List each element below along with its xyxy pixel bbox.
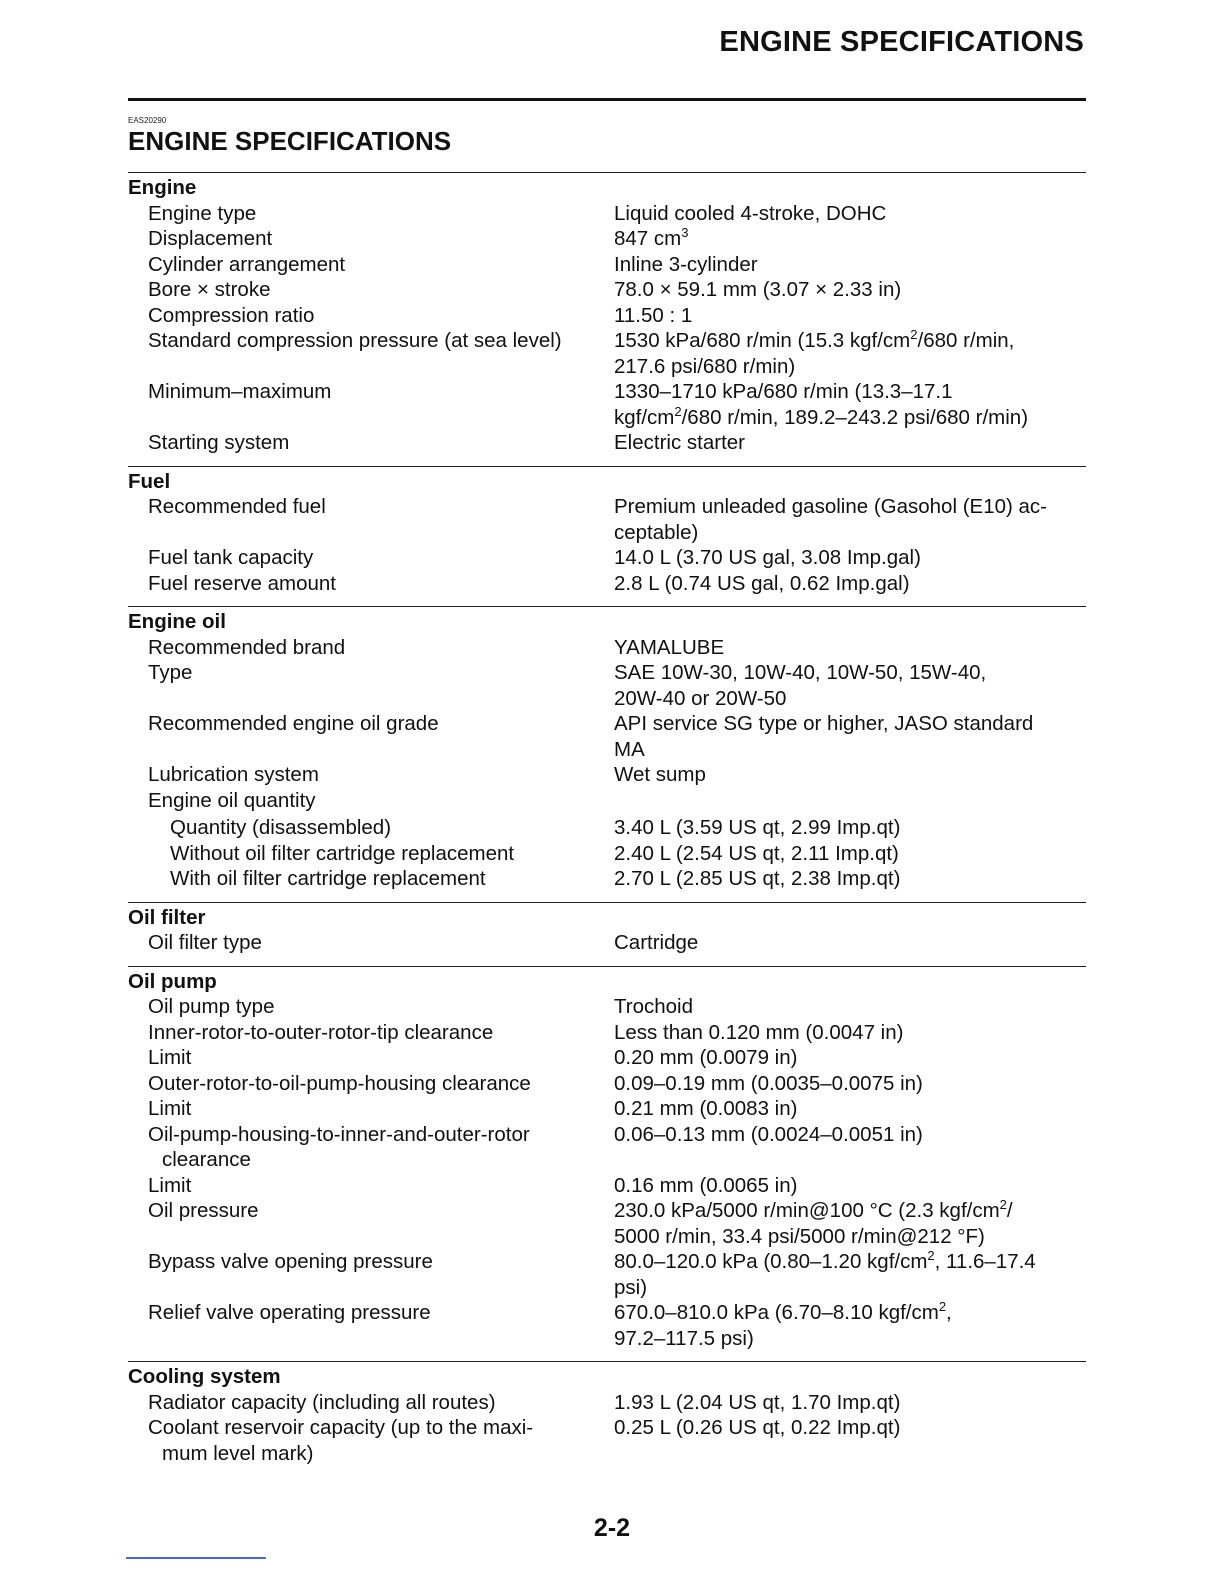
- page-number: 2-2: [593, 1514, 631, 1542]
- spec-row: [128, 226, 1086, 252]
- spec-label: Outer-rotor-to-oil-pump-housing clearance: [148, 1071, 531, 1095]
- spec-label: Quantity (disassembled): [170, 816, 392, 839]
- spec-value: 0.21 mm (0.0083 in): [614, 1097, 798, 1120]
- spec-row: [128, 1096, 1086, 1122]
- spec-row: [128, 1198, 1086, 1249]
- spec-row: [128, 711, 1086, 762]
- spec-row: [128, 1071, 1086, 1097]
- spec-value: YAMALUBE: [614, 635, 725, 659]
- spec-value: 1.93 L (2.04 US qt, 1.70 Imp.qt): [614, 1390, 901, 1414]
- spec-row: [128, 866, 1086, 892]
- spec-table: [128, 172, 1086, 1476]
- spec-row: [128, 1020, 1086, 1046]
- spec-value: 230.0 kPa/5000 r/min@100 °C (2.3 kgf/$cm^2/$ 5000 r/min, 33.4 psi/5000 r/min@212 °F): [614, 1197, 1013, 1248]
- spec-label: Cylinder arrangement: [148, 252, 346, 276]
- spec-row: [128, 1415, 1086, 1466]
- spec-label: Compression ratio: [148, 303, 315, 327]
- spec-value: 3.40 L (3.59 US qt, 2.99 Imp.qt): [614, 816, 901, 839]
- spec-label: Oil pump type: [148, 995, 275, 1018]
- group-oil-pump: [128, 966, 1086, 1352]
- spec-label: Radiator capacity (including all routes): [148, 1390, 496, 1414]
- spec-value: Inline 3-cylinder: [614, 252, 758, 276]
- spec-value: API service SG type or higher, JASO standard MA: [614, 712, 1034, 761]
- spec-row: [128, 1045, 1086, 1071]
- spec-row: [128, 494, 1086, 545]
- spec-row: [128, 545, 1086, 571]
- spec-value: 2.70 L (2.85 US qt, 2.38 Imp.qt): [614, 867, 901, 890]
- spec-label: Type: [148, 661, 193, 684]
- spec-row: [128, 328, 1086, 379]
- superscript: 2: [674, 403, 682, 419]
- spec-row: [128, 1390, 1086, 1416]
- group-title-engine-oil: Engine oil: [128, 610, 226, 633]
- group-title-engine: Engine: [128, 176, 197, 199]
- spec-label: Limit: [148, 1046, 192, 1069]
- group-cooling-system: [128, 1361, 1086, 1466]
- spec-label: Relief valve operating pressure: [148, 1301, 431, 1324]
- spec-label: Engine type: [148, 201, 257, 225]
- spec-value: 847 $cm^3$: [614, 225, 689, 250]
- spec-row: [128, 994, 1086, 1020]
- spec-value: Electric starter: [614, 431, 745, 454]
- spec-label: Displacement: [148, 227, 273, 250]
- spec-row: [128, 303, 1086, 329]
- spec-row: [128, 277, 1086, 303]
- spec-value: 0.16 mm (0.0065 in): [614, 1173, 798, 1197]
- spec-label: Without oil filter cartridge replacement: [170, 841, 515, 865]
- spec-value: Liquid cooled 4-stroke, DOHC: [614, 201, 887, 225]
- spec-label: Recommended fuel: [148, 495, 326, 518]
- running-header-title: ENGINE SPECIFICATIONS: [719, 26, 1084, 58]
- group-engine-oil: [128, 606, 1086, 892]
- spec-row: [128, 635, 1086, 661]
- superscript: 2: [938, 1299, 947, 1314]
- spec-row: [128, 1249, 1086, 1300]
- spec-row: [128, 201, 1086, 227]
- spec-label: Recommended engine oil grade: [148, 712, 439, 735]
- spec-row: [128, 1122, 1086, 1173]
- superscript: 3: [681, 225, 689, 240]
- footer-link-underline: [126, 1557, 266, 1559]
- spec-row: [128, 841, 1086, 867]
- spec-value: SAE 10W-30, 10W-40, 10W-50, 15W-40, 20W-40 or 20W-50: [614, 661, 987, 710]
- group-oil-filter: [128, 902, 1086, 956]
- spec-value: 2.8 L (0.74 US gal, 0.62 Imp.gal): [614, 571, 910, 595]
- spec-value: Premium unleaded gasoline (Gasohol (E10) ac- ceptable): [614, 495, 1048, 544]
- spec-label: Bypass valve opening pressure: [148, 1250, 433, 1273]
- spec-label: Starting system: [148, 431, 290, 454]
- spec-value: 80.0–120.0 kPa (0.80–1.20 kgf/$cm^2$, 11.6–17.4 psi): [614, 1248, 1036, 1299]
- spec-label: Limit: [148, 1097, 192, 1120]
- superscript: 2: [999, 1197, 1007, 1212]
- spec-value: 2.40 L (2.54 US qt, 2.11 Imp.qt): [614, 841, 899, 865]
- spec-value: 0.20 mm (0.0079 in): [614, 1046, 798, 1069]
- document-code: EAS20290: [128, 116, 167, 125]
- spec-value: 14.0 L (3.70 US gal, 3.08 Imp.gal): [614, 546, 921, 569]
- spec-value: 78.0 × 59.1 mm (3.07 × 2.33 in): [614, 278, 902, 301]
- spec-row: [128, 252, 1086, 278]
- group-title-oil-filter: Oil filter: [128, 905, 206, 929]
- group-title-fuel: Fuel: [128, 469, 171, 493]
- spec-row: [128, 788, 1086, 814]
- spec-value: 1330–1710 kPa/680 r/min (13.3–17.1 kgf/$cm^2/680$ r/min, 189.2–243.2 psi/680 r/min): [614, 380, 1029, 429]
- spec-row: [128, 930, 1086, 956]
- spec-value: 11.50 : 1: [614, 303, 693, 327]
- spec-value: 0.25 L (0.26 US qt, 0.22 Imp.qt): [614, 1416, 901, 1439]
- section-title: ENGINE SPECIFICATIONS: [128, 126, 452, 156]
- spec-row: [128, 379, 1086, 430]
- spec-label: Engine oil quantity: [148, 788, 316, 812]
- group-fuel: [128, 466, 1086, 597]
- spec-label: Oil pressure: [148, 1199, 259, 1222]
- spec-row: [128, 1173, 1086, 1199]
- spec-label: Minimum–maximum: [148, 380, 332, 403]
- spec-label: Oil-pump-housing-to-inner-and-outer-rotor clearance: [148, 1122, 530, 1171]
- spec-label: Recommended brand: [148, 635, 346, 659]
- spec-value: [614, 788, 1086, 814]
- spec-value: 1530 kPa/680 r/min (15.3 kgf/$cm^2/680$ r/min, 217.6 psi/680 r/min): [614, 327, 1015, 378]
- spec-value: 0.09–0.19 mm (0.0035–0.0075 in): [614, 1071, 923, 1095]
- superscript: 2: [927, 1248, 935, 1263]
- spec-value: Wet sump: [614, 763, 706, 786]
- spec-label: Bore × stroke: [148, 278, 271, 301]
- group-title-cooling-system: Cooling system: [128, 1365, 281, 1388]
- spec-value: Less than 0.120 mm (0.0047 in): [614, 1020, 904, 1044]
- spec-label: Limit: [148, 1173, 192, 1197]
- superscript: 2: [910, 327, 918, 342]
- spec-label: Fuel reserve amount: [148, 571, 337, 595]
- spec-label: Lubrication system: [148, 763, 319, 786]
- spec-label: Standard compression pressure (at sea level): [148, 329, 562, 352]
- spec-value: Cartridge: [614, 931, 699, 954]
- group-title-oil-pump: Oil pump: [128, 969, 217, 993]
- spec-label: With oil filter cartridge replacement: [170, 867, 486, 890]
- spec-label: Coolant reservoir capacity (up to the maxi- mum level mark): [148, 1416, 534, 1465]
- spec-row: [128, 762, 1086, 788]
- spec-label: Inner-rotor-to-outer-rotor-tip clearance: [148, 1020, 494, 1044]
- spec-label: Oil filter type: [148, 931, 262, 954]
- spec-row: [128, 1300, 1086, 1351]
- spec-value: 670.0–810.0 kPa (6.70–8.10 kgf/$cm^2$, 97.2–117.5 psi): [614, 1299, 952, 1350]
- spec-row: [128, 815, 1086, 841]
- spec-value: Trochoid: [614, 995, 693, 1018]
- spec-label: Fuel tank capacity: [148, 546, 314, 569]
- spec-row: [128, 660, 1086, 711]
- spec-row: [128, 571, 1086, 597]
- spec-row: [128, 430, 1086, 456]
- header-rule: [128, 98, 1086, 101]
- group-engine: [128, 172, 1086, 456]
- spec-value: 0.06–0.13 mm (0.0024–0.0051 in): [614, 1122, 923, 1146]
